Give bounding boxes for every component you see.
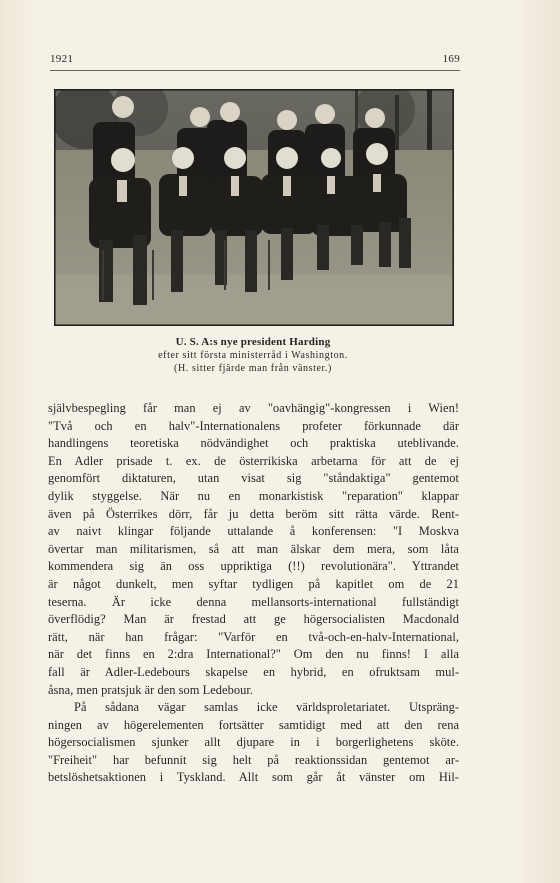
figure-caption (54, 336, 452, 375)
group-photograph (54, 89, 454, 326)
text-line: kommendera sig än oss uppriktiga (!!) revolutionära". Yttrandet (48, 559, 459, 574)
text-line: ningen av högerelementen fortsätter samtidigt med att den rena (48, 717, 459, 732)
text-line: fall är Adler-Ledebours skapelse en hybrid, en ofruktsam mul- (48, 664, 459, 679)
header-year: 1921 (50, 53, 74, 65)
text-line: "Två och en halv"-Internationalens profeter förkunnade där (48, 418, 459, 433)
body-text (48, 400, 459, 787)
text-line: dylik styggelse. När nu en monarkistisk "reparation" klappar (48, 488, 459, 503)
photo-illustration (55, 90, 453, 325)
text-line: betslöshetsaktionen i Tyskland. Allt som går åt vänster om Hil- (48, 770, 459, 785)
text-line: En Adler prisade t. ex. de österrikiska arbetarna för att de ej (48, 453, 459, 468)
text-line: "Freiheit" har befunnit sig helt på reaktionssidan gentemot ar- (48, 752, 459, 767)
text-line: är något dunkelt, men syftar tydligen på kapitlet om de 21 (48, 576, 459, 591)
text-line: övertar man militarismen, så att man älskar dem mera, som låta (48, 541, 459, 556)
caption-line: (H. sitter fjärde man från vänster.) (174, 363, 332, 374)
text-line: av naivt klingar följande uttalande å konferensen: "I Moskva (48, 524, 459, 539)
page-number: 169 (442, 53, 460, 65)
text-line: självbespegling får man ej av "oavhängig"-kongressen i Wien! (48, 401, 459, 415)
text-line: På sådana vägar samlas icke världsproletariatet. Utspräng- (74, 700, 459, 715)
text-line: teserna. Är icke denna mellansorts-international fullständigt (48, 594, 459, 609)
text-line: åsna, men pratsjuk är den som Ledebour. (48, 682, 253, 697)
text-line: överflödig? Man är frestad att ge högersocialisten Macdonald (48, 612, 459, 627)
text-line: genomfört diktaturen, utan visat sig "ståndaktiga" gentemot (48, 471, 459, 486)
caption-line: efter sitt första ministerråd i Washington. (158, 350, 348, 361)
text-line: rätt, när han frågar: "Varför en två-och-en-halv-International, (48, 629, 459, 644)
text-line: högersocialismen sjunker allt djupare in i borgerlighetens sköte. (48, 735, 459, 750)
text-line: handlingens teoretiska nödvändighet och praktiska uteblivande. (48, 436, 459, 451)
header-rule (50, 70, 460, 71)
caption-title: U. S. A:s nye president Harding (175, 336, 331, 348)
text-line: även på Österrikes dörr, får ju detta beröm sitt rätta värde. Rent- (48, 506, 459, 521)
text-line: när det finns en 2:dra International?" Om den nu finns! I alla (48, 647, 459, 662)
